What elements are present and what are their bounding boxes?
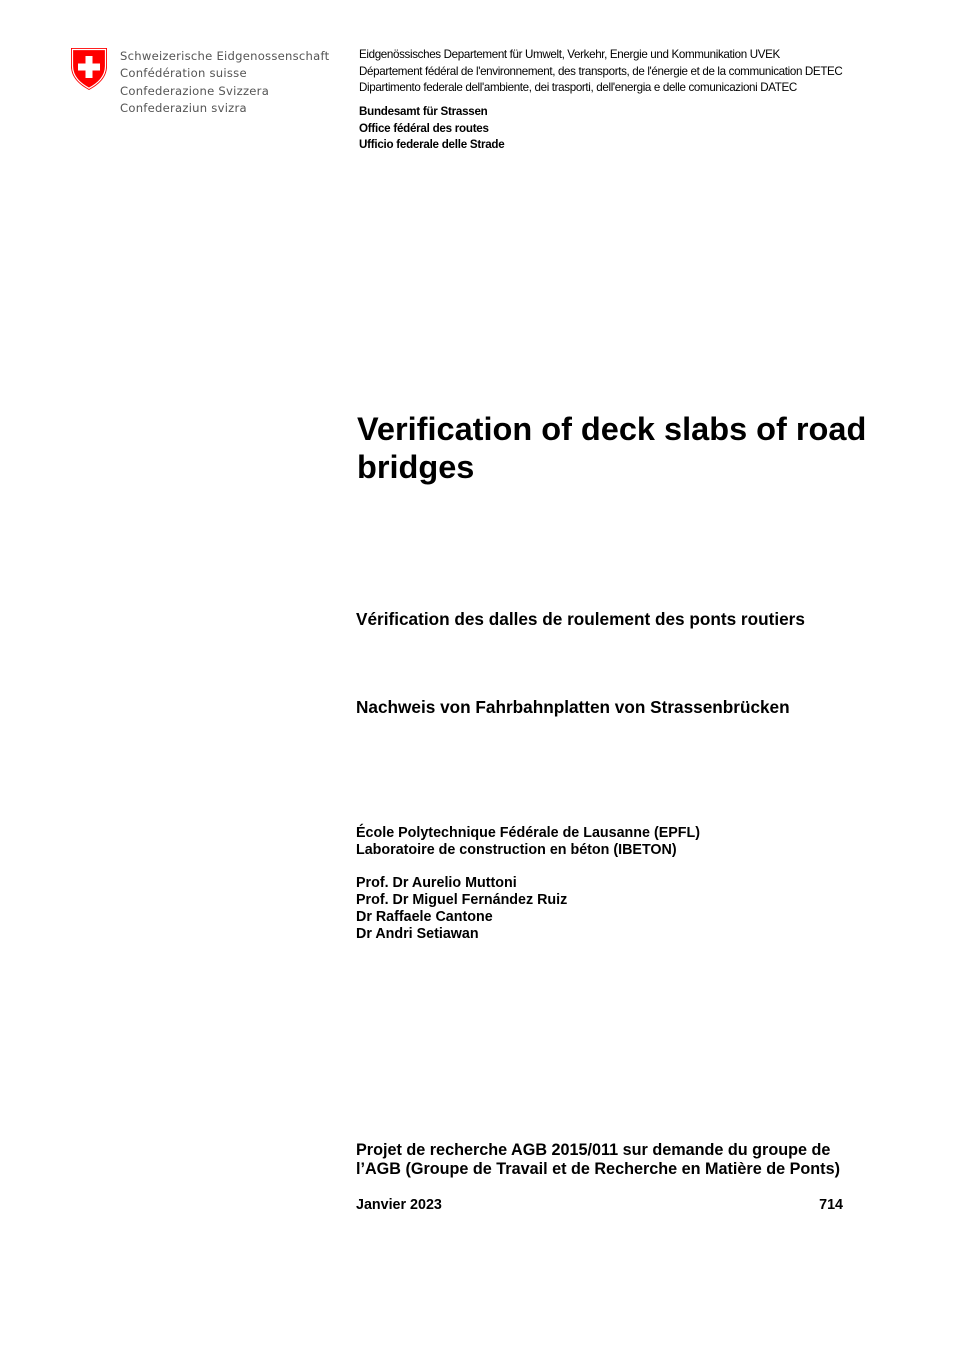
project-line: l’AGB (Groupe de Travail et de Recherche en Matière de Ponts) (356, 1159, 840, 1178)
department-line-it: Dipartimento federale dell'ambiente, dei trasporti, dell'energia e delle comunicazioni DATEC (359, 81, 797, 95)
office-line-it: Ufficio federale delle Strade (359, 138, 505, 152)
author: Prof. Dr Miguel Fernández Ruiz (356, 892, 568, 908)
confederation-name-rm: Confederaziun svizra (120, 101, 247, 116)
office-block (359, 104, 504, 154)
institution-name: École Polytechnique Fédérale de Lausanne (EPFL) (356, 825, 701, 841)
department-block (359, 47, 842, 97)
department-line-de: Eidgenössisches Departement für Umwelt, Verkehr, Energie und Kommunikation UVEK (359, 48, 780, 61)
subtitle-french: Vérification des dalles de roulement des ponts routiers (356, 609, 805, 629)
authors-list (356, 875, 567, 943)
swiss-coat-of-arms-icon (70, 47, 108, 91)
publication-date: Janvier 2023 (356, 1197, 442, 1213)
office-line-de: Bundesamt für Strassen (359, 105, 488, 118)
subtitle-german: Nachweis von Fahrbahnplatten von Strassenbrücken (356, 697, 790, 717)
confederation-name-fr: Confédération suisse (120, 66, 247, 81)
report-number: 714 (819, 1197, 843, 1213)
confederation-name-it: Confederazione Svizzera (120, 83, 270, 98)
author: Dr Andri Setiawan (356, 926, 479, 942)
department-line-fr: Département fédéral de l'environnement, des transports, de l'énergie et de la communication DETEC (359, 64, 843, 78)
laboratory-name: Laboratoire de construction en béton (IBETON) (356, 842, 677, 858)
confederation-name-de: Schweizerische Eidgenossenschaft (120, 49, 330, 63)
crest-cross-horizontal (78, 64, 100, 71)
office-line-fr: Office fédéral des routes (359, 121, 489, 135)
project-line: Projet de recherche AGB 2015/011 sur demande du groupe de (356, 1141, 831, 1159)
institution-block (356, 825, 700, 859)
author: Dr Raffaele Cantone (356, 909, 493, 925)
confederation-names (120, 48, 329, 118)
project-description (356, 1141, 840, 1178)
report-title: Verification of deck slabs of road bridges (357, 411, 867, 485)
author: Prof. Dr Aurelio Muttoni (356, 875, 517, 891)
